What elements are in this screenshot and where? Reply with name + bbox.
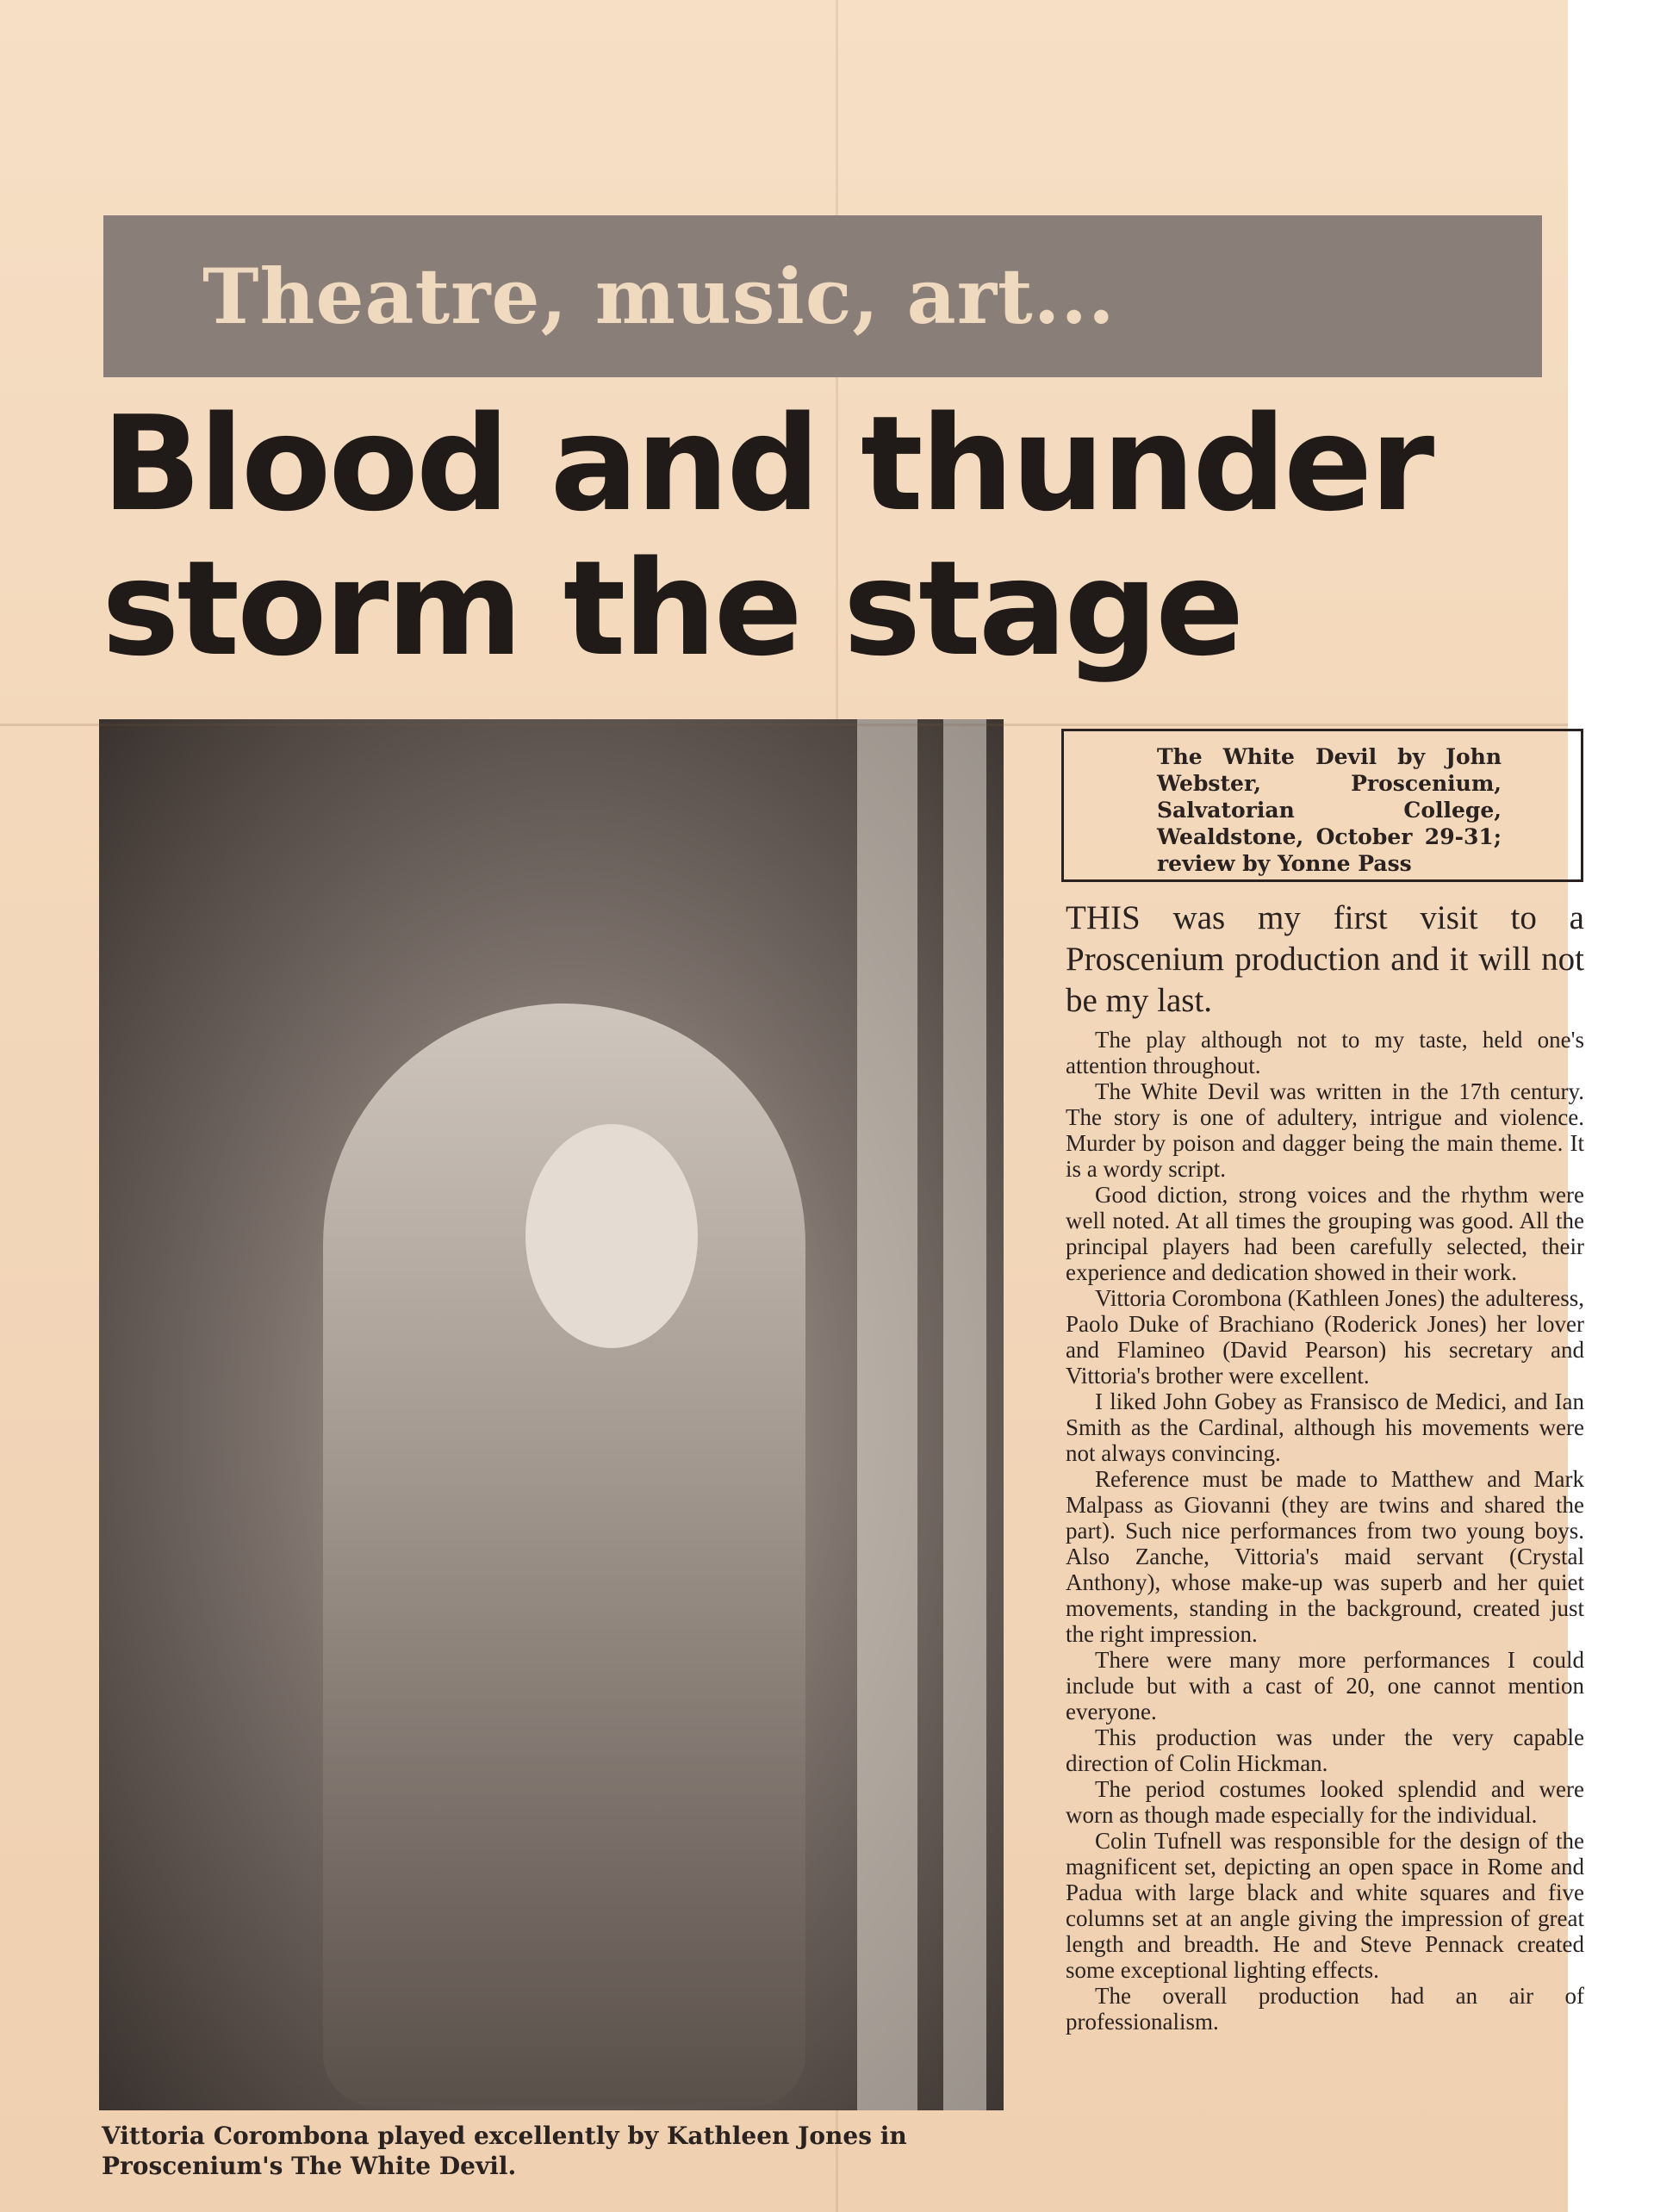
article-paragraph: Good diction, strong voices and the rhythm were well noted. At all times the grouping was good. All the principal players had been carefully selected, their experience and dedication showed in their work.: [1066, 1182, 1584, 1285]
photo-caption: Vittoria Corombona played excellently by Kathleen Jones in Proscenium's The White Devil.: [102, 2122, 907, 2180]
photo-actress-face: [525, 1124, 698, 1348]
headline-line-2: storm the stage: [102, 532, 1242, 685]
review-info-text: The White Devil by John Webster, Proscenium, Salvatorian College, Wealdstone, October 29-31; review by Yonne Pass: [1157, 744, 1502, 876]
article-paragraph: This production was under the very capable direction of Colin Hickman.: [1066, 1724, 1584, 1776]
article-body: [1066, 898, 1584, 2035]
article-paragraph: Vittoria Corombona (Kathleen Jones) the adulteress, Paolo Duke of Brachiano (Roderick Jones) her lover and Flamineo (David Pearson) his secretary and Vittoria's brother were excellent.: [1066, 1285, 1584, 1389]
article-paragraph: The overall production had an air of professionalism.: [1066, 1983, 1584, 2035]
article-paragraph: Reference must be made to Matthew and Mark Malpass as Giovanni (they are twins and shared the part). Such nice performances from two young boys. Also Zanche, Vittoria's maid servant (Crystal Anthony), whose make-up was superb and her quiet movements, standing in the background, created just the right impression.: [1066, 1466, 1584, 1647]
production-photo: [99, 719, 1004, 2110]
article-paragraph: The period costumes looked splendid and were worn as though made especially for the individual.: [1066, 1776, 1584, 1828]
section-banner-text: Theatre, music, art...: [202, 252, 1116, 341]
article-paragraph: I liked John Gobey as Fransisco de Medici, and Ian Smith as the Cardinal, although his movements were not always convincing.: [1066, 1389, 1584, 1466]
article-paragraph: The White Devil was written in the 17th century. The story is one of adultery, intrigue and violence. Murder by poison and dagger being the main theme. It is a wordy script.: [1066, 1078, 1584, 1182]
article-paragraph: The play although not to my taste, held one's attention throughout.: [1066, 1027, 1584, 1078]
article-paragraph: Colin Tufnell was responsible for the design of the magnificent set, depicting an open space in Rome and Padua with large black and white squares and five columns set at an angle giving the impression of great length and breadth. He and Steve Pennack created some exceptional lighting effects.: [1066, 1828, 1584, 1983]
photo-stage-column: [943, 719, 986, 2110]
article-lead: THIS was my first visit to a Proscenium production and it will not be my last.: [1066, 899, 1584, 1019]
photo-stage-column: [857, 719, 917, 2110]
review-info-box: [1061, 729, 1583, 882]
article-paragraph: There were many more performances I could include but with a cast of 20, one cannot mention everyone.: [1066, 1647, 1584, 1724]
headline: [102, 388, 1583, 685]
section-banner: [103, 215, 1542, 377]
headline-line-1: Blood and thunder: [102, 388, 1433, 540]
